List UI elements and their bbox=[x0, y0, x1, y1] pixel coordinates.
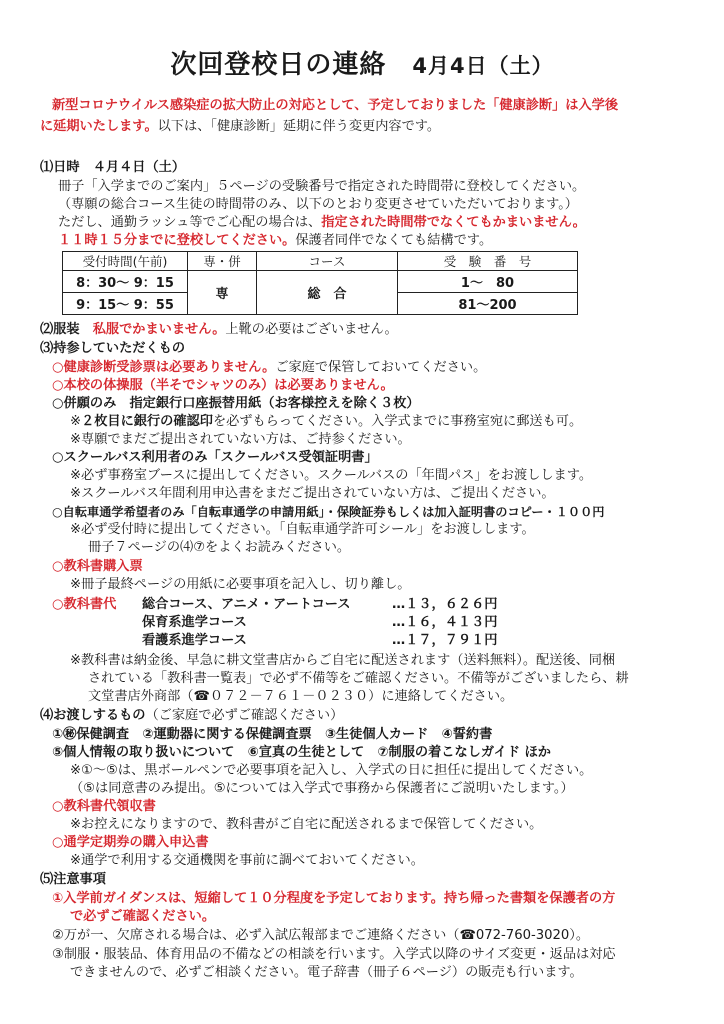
price-course: 総合コース、アニメ・アートコース bbox=[142, 597, 351, 612]
page-title: 次回登校日の連絡 4月4日（土） bbox=[170, 50, 554, 80]
textbook-form-note: ※冊子最終ページの用紙に必要事項を記入し、切り離し。 bbox=[70, 577, 411, 592]
section-1-heading: ⑴日時 ４月４日（土） bbox=[40, 160, 186, 175]
section-1-line-2: （専願の総合コース生徒の時間帯のみ、以下のとおり変更させていただいております。） bbox=[58, 197, 578, 212]
price-course: 看護系進学コース bbox=[142, 633, 247, 648]
bank-note-2: ※専願でまだご提出されていない方は、ご持参ください。 bbox=[70, 432, 411, 447]
section-2-line: ⑵服装 私服でかまいません。上靴の必要はございません。 bbox=[40, 322, 398, 337]
handout-note-1: ※①～⑤は、黒ボールペンで必要事項を記入し、入学式の日に担任に提出してください。 bbox=[70, 763, 593, 778]
item-receipt: ○教科書代領収書 bbox=[52, 799, 156, 814]
col-header-time: 受付時間(午前) bbox=[63, 252, 188, 271]
cell-number: 1～ 80 bbox=[398, 271, 578, 293]
price-course: 保育系進学コース bbox=[142, 615, 247, 630]
bicycle-note-2: 冊子７ページの⑷⑦をよくお読みください。 bbox=[88, 540, 351, 555]
col-header-type: 専・併 bbox=[188, 252, 257, 271]
intro-line-1: 新型コロナウイルス感染症の拡大防止の対応として、予定しておりました「健康診断」は入学後 bbox=[52, 98, 619, 113]
table-header-row bbox=[63, 252, 578, 271]
commuter-pass-note: ※通学で利用する交通機関を事前に調べておいてください。 bbox=[70, 853, 424, 868]
cell-number: 81～200 bbox=[398, 293, 578, 315]
handout-list-2: ⑤個人情報の取り扱いについて ⑥宣真の生徒として ⑦制服の着こなしガイド ほか bbox=[52, 745, 551, 760]
col-header-number: 受 験 番 号 bbox=[398, 252, 578, 271]
price-value: …１３，６２６円 bbox=[392, 597, 498, 612]
cell-type: 専 bbox=[188, 271, 257, 315]
textbook-note-2: されている「教科書一覧表」で必ず不備等をご確認ください。不備等がございましたら、耕 bbox=[88, 671, 629, 686]
item-textbook-fee: ○教科書代 bbox=[52, 597, 117, 612]
intro-line-2: に延期いたします。以下は、「健康診断」延期に伴う変更内容です。 bbox=[40, 119, 441, 134]
section-3-heading: ⑶持参していただくもの bbox=[40, 341, 186, 356]
bus-note-1: ※必ず事務室ブースに提出してください。スクールバスの「年間パス」をお渡しします。 bbox=[70, 468, 593, 483]
notice-2: ②万が一、欠席される場合は、必ず入試広報部までご連絡ください（☎072-760-3020）。 bbox=[52, 928, 590, 943]
notice-3-line-2: できませんので、必ずご相談ください。電子辞書（冊子６ページ）の販売も行います。 bbox=[70, 965, 583, 980]
notice-3-line-1: ③制服・服装品、体育用品の不備などの相談を行います。入学式以降のサイズ変更・返品は対応 bbox=[52, 947, 616, 962]
cell-time: 8：30～ 9：15 bbox=[63, 271, 188, 293]
section-1-line-4: １１時１５分までに登校してください。保護者同伴でなくても結構です。 bbox=[58, 233, 493, 248]
bank-note-1: ※２枚目に銀行の確認印を必ずもらってください。入学式までに事務室宛に郵送も可。 bbox=[70, 414, 583, 429]
receipt-note: ※お控えになりますので、教科書がご自宅に配送されるまで保管してください。 bbox=[70, 817, 543, 832]
bicycle-note-1: ※必ず受付時に提出してください。「自転車通学許可シール」をお渡しします。 bbox=[70, 522, 535, 537]
schedule-table bbox=[62, 251, 578, 315]
title-date: 4月4日（土） bbox=[412, 54, 554, 78]
handout-note-2: （⑤は同意書のみ提出。⑤については入学式で事務から保護者にご説明いたします。） bbox=[70, 781, 574, 796]
item-school-bus: ○スクールバス利用者のみ「スクールバス受領証明書」 bbox=[52, 450, 378, 465]
col-header-course: コース bbox=[257, 252, 398, 271]
notice-1-line-2: で必ずご確認ください。 bbox=[70, 909, 216, 924]
cell-time: 9：15～ 9：55 bbox=[63, 293, 188, 315]
item-bank-form: ○併願のみ 指定銀行口座振替用紙（お客様控えを除く３枚） bbox=[52, 396, 420, 411]
cell-course: 総 合 bbox=[257, 271, 398, 315]
notice-1-line-1: ①入学前ガイダンスは、短縮して１０分程度を予定しております。持ち帰った書類を保護者の方 bbox=[52, 891, 616, 906]
item-textbook-form: ○教科書購入票 bbox=[52, 559, 143, 574]
textbook-note-3: 文堂書店外商部（☎０７２－７６１－０２３０）に連絡してください。 bbox=[88, 689, 514, 704]
section-1-line-3: ただし、通勤ラッシュ等でご心配の場合は、指定された時間帯でなくてもかまいません。 bbox=[58, 215, 586, 230]
table-row bbox=[63, 271, 578, 293]
textbook-note-1: ※教科書は納金後、早急に耕文堂書店からご自宅に配送されます（送料無料）。配送後、同梱 bbox=[70, 653, 616, 668]
bus-note-2: ※スクールバス年間利用申込書をまだご提出されていない方は、ご提出ください。 bbox=[70, 486, 555, 501]
section-1-line-1: 冊子「入学までのご案内」５ページの受験番号で指定された時間帯に登校してください。 bbox=[58, 179, 586, 194]
section-4-heading: ⑷お渡しするもの（ご家庭で必ずご確認ください） bbox=[40, 708, 344, 723]
item-bicycle: ○自転車通学希望者のみ「自転車通学の申請用紙」・保険証券もしくは加入証明書のコピー・１００円 bbox=[52, 505, 605, 519]
price-value: …１７，７９１円 bbox=[392, 633, 498, 648]
section-5-heading: ⑸注意事項 bbox=[40, 872, 106, 887]
price-value: …１６，４１３円 bbox=[392, 615, 498, 630]
handout-list-1: ①㊙保健調査 ②運動器に関する保健調査票 ③生徒個人カード ④誓約書 bbox=[52, 727, 493, 742]
item-commuter-pass: ○通学定期券の購入申込書 bbox=[52, 835, 209, 850]
item-health-form: ○健康診断受診票は必要ありません。ご家庭で保管しておいてください。 bbox=[52, 360, 487, 375]
item-gym-wear: ○本校の体操服（半そでシャツのみ）は必要ありません。 bbox=[52, 378, 394, 393]
